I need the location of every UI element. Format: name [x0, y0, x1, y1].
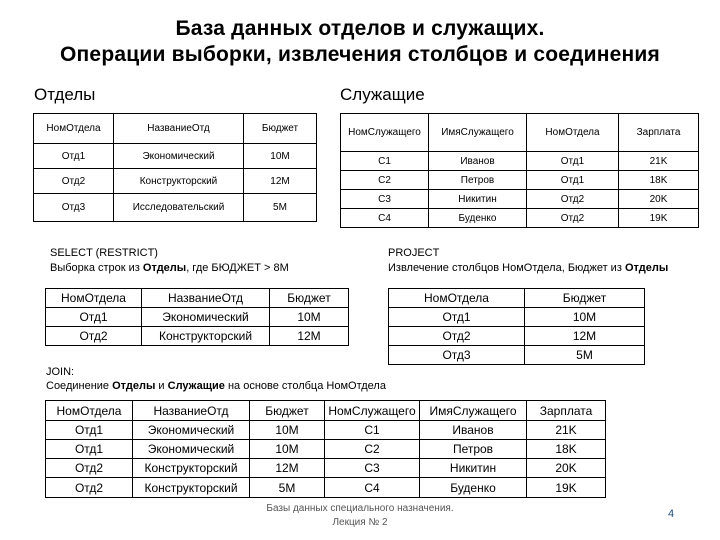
- emp-col-header: Зарплата: [619, 114, 699, 152]
- emp-cell: Отд1: [527, 152, 619, 171]
- join-cell: Экономический: [133, 440, 250, 459]
- emp-cell: Никитин: [429, 190, 527, 209]
- select-cell: 10М: [270, 308, 349, 327]
- slide-title-line1: База данных отделов и служащих.: [175, 17, 545, 40]
- join-cell: Отд2: [46, 478, 133, 498]
- join-cell: Буденко: [420, 478, 527, 498]
- dept-col-header: Бюджет: [244, 114, 317, 144]
- dept-cell: Отд2: [34, 169, 114, 194]
- dept-cell: Отд3: [34, 194, 114, 222]
- join-cell: С4: [325, 478, 420, 498]
- project-cell: Отд3: [389, 346, 525, 365]
- join-cell: С1: [325, 421, 420, 440]
- join-cell: Конструкторский: [133, 478, 250, 498]
- dept-cell: Конструкторский: [114, 169, 244, 194]
- dept-cell: 10М: [244, 144, 317, 169]
- join-result-table: [45, 400, 606, 498]
- join-cell: Никитин: [420, 459, 527, 478]
- emp-cell: 18K: [619, 171, 699, 190]
- dept-cell: Исследовательский: [114, 194, 244, 222]
- emp-col-header: ИмяСлужащего: [429, 114, 527, 152]
- join-cell: 20K: [527, 459, 606, 478]
- join-col-header: Зарплата: [527, 401, 606, 421]
- join-cell: Отд2: [46, 459, 133, 478]
- emp-cell: Отд2: [527, 209, 619, 228]
- project-cell: 12М: [525, 327, 645, 346]
- emp-cell: 19K: [619, 209, 699, 228]
- join-cell: 12М: [250, 459, 325, 478]
- join-cell: 19K: [527, 478, 606, 498]
- join-col-header: НомОтдела: [46, 401, 133, 421]
- emp-cell: Петров: [429, 171, 527, 190]
- dept-col-header: НазваниеОтд: [114, 114, 244, 144]
- join-col-header: НазваниеОтд: [133, 401, 250, 421]
- join-cell: С3: [325, 459, 420, 478]
- join-cell: Отд1: [46, 421, 133, 440]
- select-heading: SELECT (RESTRICT): [50, 247, 158, 259]
- emp-cell: Иванов: [429, 152, 527, 171]
- select-col-header: НазваниеОтд: [142, 289, 270, 308]
- project-cell: 10М: [525, 308, 645, 327]
- join-cell: С2: [325, 440, 420, 459]
- select-cell: 12М: [270, 327, 349, 346]
- select-cell: Отд2: [46, 327, 142, 346]
- project-cell: 5М: [525, 346, 645, 365]
- join-col-header: ИмяСлужащего: [420, 401, 527, 421]
- project-cell: Отд1: [389, 308, 525, 327]
- join-cell: Петров: [420, 440, 527, 459]
- footer-course: Базы данных специального назначения.: [266, 503, 454, 514]
- project-description: Извлечение столбцов НомОтдела, Бюджет из Отделы: [388, 262, 669, 274]
- project-col-header: Бюджет: [525, 289, 645, 308]
- employees-caption: Служащие: [340, 85, 425, 104]
- select-cell: Конструкторский: [142, 327, 270, 346]
- emp-col-header: НомСлужащего: [341, 114, 429, 152]
- select-cell: Отд1: [46, 308, 142, 327]
- join-cell: Экономический: [133, 421, 250, 440]
- join-cell: 18K: [527, 440, 606, 459]
- join-cell: 21K: [527, 421, 606, 440]
- emp-cell: С2: [341, 171, 429, 190]
- join-heading: JOIN:: [46, 366, 75, 378]
- dept-cell: 12М: [244, 169, 317, 194]
- join-description: Соединение Отделы и Служащие на основе столбца НомОтдела: [46, 380, 386, 392]
- join-col-header: Бюджет: [250, 401, 325, 421]
- dept-col-header: НомОтдела: [34, 114, 114, 144]
- project-cell: Отд2: [389, 327, 525, 346]
- join-cell: 5М: [250, 478, 325, 498]
- select-col-header: НомОтдела: [46, 289, 142, 308]
- join-col-header: НомСлужащего: [325, 401, 420, 421]
- footer-lecture: Лекция № 2: [332, 517, 388, 528]
- emp-cell: 20K: [619, 190, 699, 209]
- join-cell: Конструкторский: [133, 459, 250, 478]
- select-col-header: Бюджет: [270, 289, 349, 308]
- emp-cell: Отд2: [527, 190, 619, 209]
- emp-cell: С3: [341, 190, 429, 209]
- departments-caption: Отделы: [34, 85, 96, 104]
- dept-cell: 5М: [244, 194, 317, 222]
- dept-cell: Экономический: [114, 144, 244, 169]
- join-cell: 10М: [250, 421, 325, 440]
- join-cell: 10М: [250, 440, 325, 459]
- project-col-header: НомОтдела: [389, 289, 525, 308]
- emp-cell: С4: [341, 209, 429, 228]
- page-number: 4: [668, 508, 675, 520]
- employees-table: [340, 113, 699, 228]
- select-result-table: [45, 288, 349, 346]
- project-result-table: [388, 288, 645, 365]
- dept-cell: Отд1: [34, 144, 114, 169]
- emp-cell: 21K: [619, 152, 699, 171]
- emp-cell: Отд1: [527, 171, 619, 190]
- select-description: Выборка строк из Отделы, где БЮДЖЕТ > 8М: [50, 262, 289, 274]
- slide-title-line2: Операции выборки, извлечения столбцов и соединения: [60, 43, 660, 66]
- select-cell: Экономический: [142, 308, 270, 327]
- footer: [220, 502, 500, 530]
- departments-table: [33, 113, 317, 222]
- join-cell: Иванов: [420, 421, 527, 440]
- emp-cell: С1: [341, 152, 429, 171]
- emp-col-header: НомОтдела: [527, 114, 619, 152]
- emp-cell: Буденко: [429, 209, 527, 228]
- join-cell: Отд1: [46, 440, 133, 459]
- project-heading: PROJECT: [388, 247, 440, 259]
